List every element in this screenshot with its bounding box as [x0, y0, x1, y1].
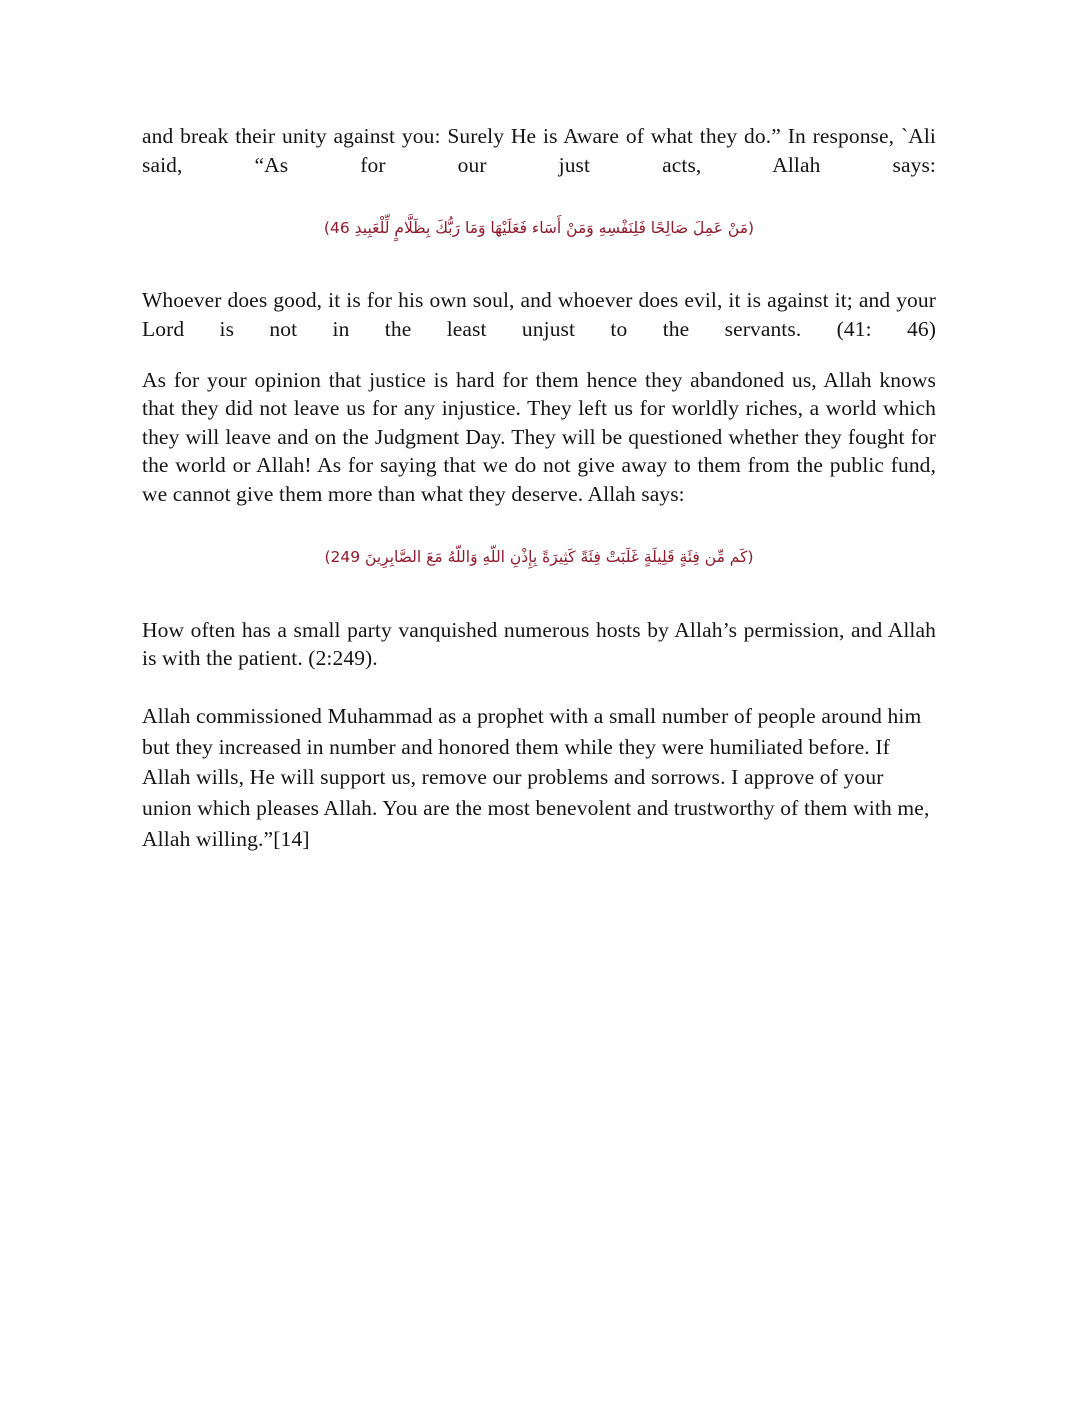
paragraph-closing-with-footnote: Allah commissioned Muhammad as a prophet with a small number of people around him but they increased in number and honored them while they were humiliated before. If Allah wills, He will support us, remove our problems and sorrows. I approve of your union which pleases Allah. You are the most benevolent and trustworthy of them with me, Allah willing.”[14]	[142, 703, 930, 851]
spacer	[142, 344, 936, 366]
text-column	[142, 122, 936, 854]
paragraph-justice-argument: As for your opinion that justice is hard for them hence they abandoned us, Allah knows that they did not leave us for any injustice. They left us for worldly riches, a world which they will leave and on the Judgment Day. They will be questioned whether they fought for the world or Allah! As for saying that we do not give away to them from the public fund, we cannot give them more than what they deserve. Allah says:	[142, 367, 936, 506]
spacer	[142, 508, 936, 544]
spacer	[142, 242, 936, 286]
spacer	[142, 572, 936, 616]
spacer	[142, 179, 936, 215]
quran-verse-41-46: (مَنْ عَمِلَ صَالِحًا فَلِنَفْسِهِ وَمَنْ أَسَاء فَعَلَيْهَا وَمَا رَبُّكَ بِظَلَّامٍ لِّلْعَبِيدِ 46)	[323, 219, 755, 238]
paragraph-continuation: and break their unity against you: Surely He is Aware of what they do.” In response, `Ali said, “As for our just acts, Allah says:	[142, 124, 936, 177]
paragraph-translation-41-46: Whoever does good, it is for his own soul, and whoever does evil, it is against it; and your Lord is not in the least unjust to the servants. (41: 46)	[142, 288, 936, 341]
spacer	[142, 673, 936, 701]
quran-verse-2-249: (كَم مِّن فِئَةٍ قَلِيلَةٍ غَلَبَتْ فِئَةً كَثِيرَةً بِإِذْنِ اللّهِ وَاللّهُ مَعَ الصَّابِرِينَ 249)	[324, 548, 754, 567]
paragraph-translation-2-249: How often has a small party vanquished numerous hosts by Allah’s permission, and Allah is with the patient. (2:249).	[142, 617, 936, 671]
